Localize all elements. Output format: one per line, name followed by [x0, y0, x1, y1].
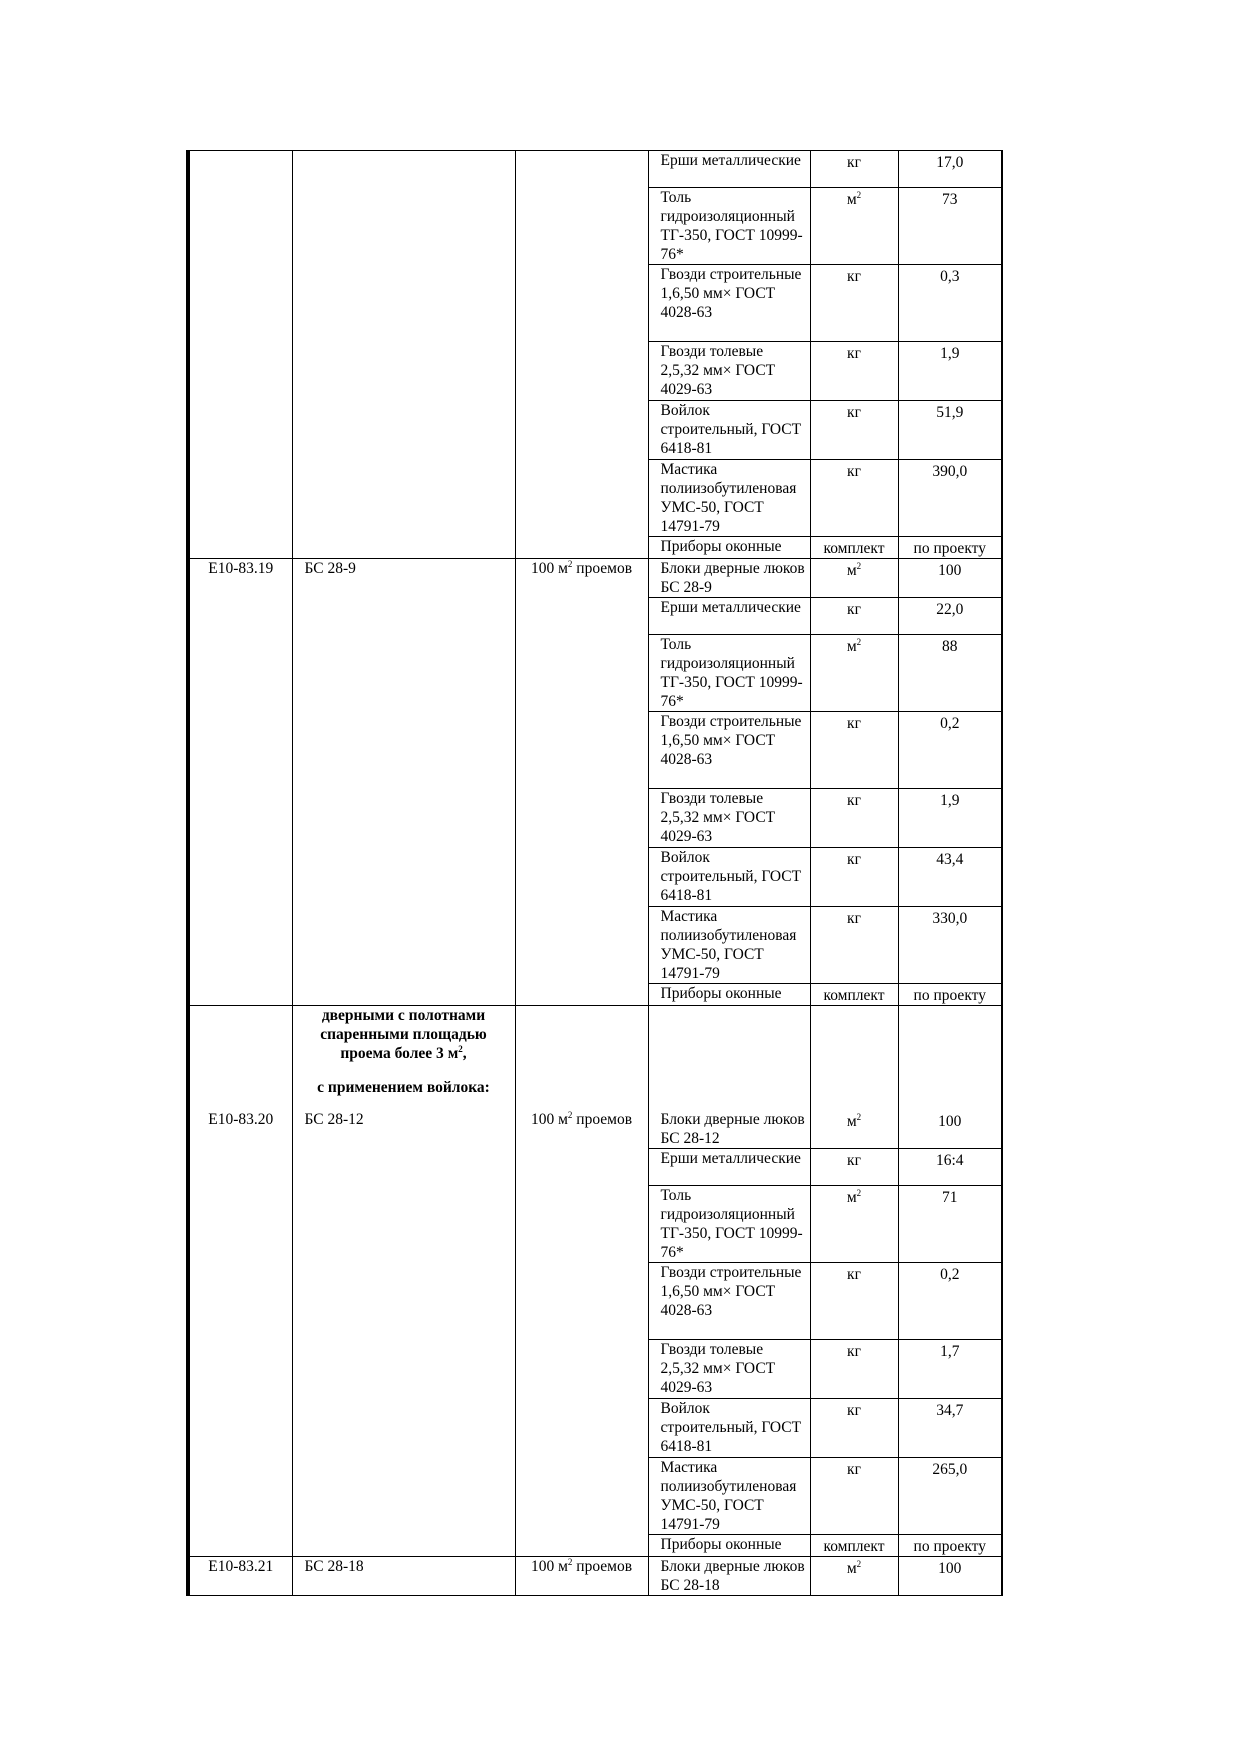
- name-cell: [292, 1262, 515, 1339]
- table-row: [188, 848, 1002, 907]
- code-cell: [188, 789, 292, 848]
- table-row: [188, 151, 1002, 188]
- material-cell: Гвозди толевые 2,5,32 мм× ГОСТ 4029-63: [648, 342, 810, 401]
- qty-cell: 17,0: [898, 151, 1002, 188]
- material-cell: Войлок строительный, ГОСТ 6418-81: [648, 401, 810, 460]
- measure-cell: [515, 635, 648, 712]
- measure-cell: 100 $м^2$ проемов: [515, 1110, 648, 1149]
- qty-cell: 73: [898, 188, 1002, 265]
- unit-cell: кг: [810, 1339, 898, 1398]
- unit-cell: кг: [810, 460, 898, 537]
- qty-cell: 265,0: [898, 1457, 1002, 1534]
- qty-cell: 100: [898, 559, 1002, 598]
- name-cell: [292, 984, 515, 1006]
- unit-cell: $м^2$: [810, 188, 898, 265]
- measure-cell: [515, 984, 648, 1006]
- qty-cell: 88: [898, 635, 1002, 712]
- table-row: [188, 1262, 1002, 1339]
- material-cell: Толь гидроизоляционный ТГ-350, ГОСТ 10999-76*: [648, 1185, 810, 1262]
- material-cell: Блоки дверные люков БС 28-18: [648, 1556, 810, 1595]
- measure-cell: 100 $м^2$ проемов: [515, 559, 648, 598]
- measure-cell: [515, 151, 648, 188]
- table-row: [188, 984, 1002, 1006]
- table-row: [188, 1148, 1002, 1185]
- name-cell: [292, 151, 515, 188]
- name-cell: [292, 1339, 515, 1398]
- name-cell: [292, 848, 515, 907]
- unit-cell: кг: [810, 1457, 898, 1534]
- unit-cell: кг: [810, 1148, 898, 1185]
- unit-cell: [810, 1006, 898, 1110]
- material-cell: Гвозди строительные 1,6,50 мм× ГОСТ 4028-63: [648, 712, 810, 789]
- name-cell: [292, 789, 515, 848]
- measure-cell: [515, 1006, 648, 1110]
- table-row: [188, 712, 1002, 789]
- code-cell: [188, 1457, 292, 1534]
- measure-cell: [515, 712, 648, 789]
- unit-cell: кг: [810, 907, 898, 984]
- material-cell: Гвозди толевые 2,5,32 мм× ГОСТ 4029-63: [648, 789, 810, 848]
- qty-cell: 22,0: [898, 598, 1002, 635]
- qty-cell: 51,9: [898, 401, 1002, 460]
- measure-cell: [515, 907, 648, 984]
- measure-cell: [515, 1148, 648, 1185]
- measure-cell: [515, 460, 648, 537]
- table-row: [188, 1556, 1002, 1595]
- material-cell: Ерши металлические: [648, 598, 810, 635]
- name-cell: [292, 1398, 515, 1457]
- code-cell: [188, 342, 292, 401]
- name-cell: [292, 1457, 515, 1534]
- code-cell: [188, 1534, 292, 1556]
- code-cell: Е10-83.21: [188, 1556, 292, 1595]
- name-cell: [292, 1534, 515, 1556]
- qty-cell: 0,2: [898, 712, 1002, 789]
- measure-cell: [515, 1534, 648, 1556]
- unit-cell: кг: [810, 401, 898, 460]
- table-row: [188, 537, 1002, 559]
- code-cell: [188, 1185, 292, 1262]
- code-cell: [188, 151, 292, 188]
- qty-cell: 1,9: [898, 789, 1002, 848]
- unit-cell: кг: [810, 848, 898, 907]
- name-cell: [292, 1185, 515, 1262]
- material-cell: Мастика полиизобутиленовая УМС-50, ГОСТ 14791-79: [648, 907, 810, 984]
- unit-cell: кг: [810, 1262, 898, 1339]
- unit-cell: кг: [810, 598, 898, 635]
- table-row: [188, 1110, 1002, 1149]
- material-cell: Гвозди строительные 1,6,50 мм× ГОСТ 4028-63: [648, 1262, 810, 1339]
- measure-cell: [515, 848, 648, 907]
- code-cell: [188, 460, 292, 537]
- qty-cell: 43,4: [898, 848, 1002, 907]
- material-cell: Ерши металлические: [648, 151, 810, 188]
- section-heading-row: [188, 1006, 1002, 1110]
- measure-cell: [515, 188, 648, 265]
- table-row: [188, 789, 1002, 848]
- code-cell: [188, 1148, 292, 1185]
- material-cell: Войлок строительный, ГОСТ 6418-81: [648, 848, 810, 907]
- material-cell: Войлок строительный, ГОСТ 6418-81: [648, 1398, 810, 1457]
- code-cell: [188, 984, 292, 1006]
- name-cell: [292, 537, 515, 559]
- unit-cell: кг: [810, 1398, 898, 1457]
- measure-cell: 100 $м^2$ проемов: [515, 1556, 648, 1595]
- material-cell: Блоки дверные люков БС 28-12: [648, 1110, 810, 1149]
- qty-cell: 0,3: [898, 265, 1002, 342]
- unit-cell: кг: [810, 712, 898, 789]
- code-cell: [188, 1339, 292, 1398]
- qty-cell: 390,0: [898, 460, 1002, 537]
- material-cell: Приборы оконные: [648, 984, 810, 1006]
- table-row: [188, 265, 1002, 342]
- measure-cell: [515, 1457, 648, 1534]
- measure-cell: [515, 598, 648, 635]
- unit-cell: комплект: [810, 537, 898, 559]
- measure-cell: [515, 265, 648, 342]
- qty-cell: по проекту: [898, 984, 1002, 1006]
- code-cell: [188, 712, 292, 789]
- code-cell: [188, 598, 292, 635]
- table-row: [188, 635, 1002, 712]
- qty-cell: 100: [898, 1110, 1002, 1149]
- norms-table-body: [188, 151, 1002, 1596]
- material-cell: Приборы оконные: [648, 1534, 810, 1556]
- name-cell: БС 28-9: [292, 559, 515, 598]
- unit-cell: кг: [810, 342, 898, 401]
- measure-cell: [515, 1339, 648, 1398]
- table-row: [188, 342, 1002, 401]
- qty-cell: [898, 1006, 1002, 1110]
- code-cell: [188, 537, 292, 559]
- material-cell: Гвозди толевые 2,5,32 мм× ГОСТ 4029-63: [648, 1339, 810, 1398]
- measure-cell: [515, 401, 648, 460]
- table-row: [188, 598, 1002, 635]
- qty-cell: по проекту: [898, 537, 1002, 559]
- norms-table: [186, 150, 1003, 1596]
- measure-cell: [515, 342, 648, 401]
- table-row: [188, 1398, 1002, 1457]
- code-cell: [188, 1262, 292, 1339]
- table-row: [188, 460, 1002, 537]
- name-cell: [292, 342, 515, 401]
- measure-cell: [515, 537, 648, 559]
- code-cell: [188, 635, 292, 712]
- material-cell: Приборы оконные: [648, 537, 810, 559]
- material-cell: [648, 1006, 810, 1110]
- qty-cell: 100: [898, 1556, 1002, 1595]
- name-cell: [292, 460, 515, 537]
- qty-cell: 330,0: [898, 907, 1002, 984]
- code-cell: [188, 907, 292, 984]
- measure-cell: [515, 789, 648, 848]
- unit-cell: кг: [810, 151, 898, 188]
- qty-cell: 1,7: [898, 1339, 1002, 1398]
- measure-cell: [515, 1262, 648, 1339]
- material-cell: Мастика полиизобутиленовая УМС-50, ГОСТ 14791-79: [648, 1457, 810, 1534]
- table-row: [188, 1339, 1002, 1398]
- measure-cell: [515, 1185, 648, 1262]
- table-row: [188, 907, 1002, 984]
- table-row: [188, 1457, 1002, 1534]
- name-cell: [292, 1148, 515, 1185]
- name-cell: [292, 188, 515, 265]
- qty-cell: 34,7: [898, 1398, 1002, 1457]
- code-cell: [188, 1006, 292, 1110]
- name-cell: БС 28-12: [292, 1110, 515, 1149]
- material-cell: Мастика полиизобутиленовая УМС-50, ГОСТ 14791-79: [648, 460, 810, 537]
- name-cell: БС 28-18: [292, 1556, 515, 1595]
- qty-cell: 1,9: [898, 342, 1002, 401]
- code-cell: [188, 401, 292, 460]
- name-cell: [292, 401, 515, 460]
- unit-cell: кг: [810, 265, 898, 342]
- code-cell: [188, 188, 292, 265]
- section-heading: [292, 1006, 515, 1110]
- table-row: [188, 559, 1002, 598]
- unit-cell: комплект: [810, 984, 898, 1006]
- table-row: [188, 401, 1002, 460]
- material-cell: Толь гидроизоляционный ТГ-350, ГОСТ 10999-76*: [648, 635, 810, 712]
- code-cell: Е10-83.20: [188, 1110, 292, 1149]
- unit-cell: $м^2$: [810, 1110, 898, 1149]
- name-cell: [292, 598, 515, 635]
- name-cell: [292, 907, 515, 984]
- qty-cell: 71: [898, 1185, 1002, 1262]
- measure-cell: [515, 1398, 648, 1457]
- code-cell: [188, 265, 292, 342]
- qty-cell: 0,2: [898, 1262, 1002, 1339]
- qty-cell: 16:4: [898, 1148, 1002, 1185]
- code-cell: Е10-83.19: [188, 559, 292, 598]
- name-cell: [292, 712, 515, 789]
- table-row: [188, 1185, 1002, 1262]
- table-row: [188, 188, 1002, 265]
- code-cell: [188, 848, 292, 907]
- unit-cell: $м^2$: [810, 559, 898, 598]
- name-cell: [292, 635, 515, 712]
- qty-cell: по проекту: [898, 1534, 1002, 1556]
- material-cell: Ерши металлические: [648, 1148, 810, 1185]
- unit-cell: $м^2$: [810, 1185, 898, 1262]
- section-heading-text: дверными с полотнами спаренными площадью проема более 3 $м^2$,: [320, 1007, 487, 1062]
- unit-cell: $м^2$: [810, 635, 898, 712]
- material-cell: Гвозди строительные 1,6,50 мм× ГОСТ 4028-63: [648, 265, 810, 342]
- material-cell: Блоки дверные люков БС 28-9: [648, 559, 810, 598]
- unit-cell: комплект: [810, 1534, 898, 1556]
- unit-cell: $м^2$: [810, 1556, 898, 1595]
- section-subheading-text: с применением войлока:: [317, 1079, 490, 1096]
- name-cell: [292, 265, 515, 342]
- table-row: [188, 1534, 1002, 1556]
- material-cell: Толь гидроизоляционный ТГ-350, ГОСТ 10999-76*: [648, 188, 810, 265]
- unit-cell: кг: [810, 789, 898, 848]
- code-cell: [188, 1398, 292, 1457]
